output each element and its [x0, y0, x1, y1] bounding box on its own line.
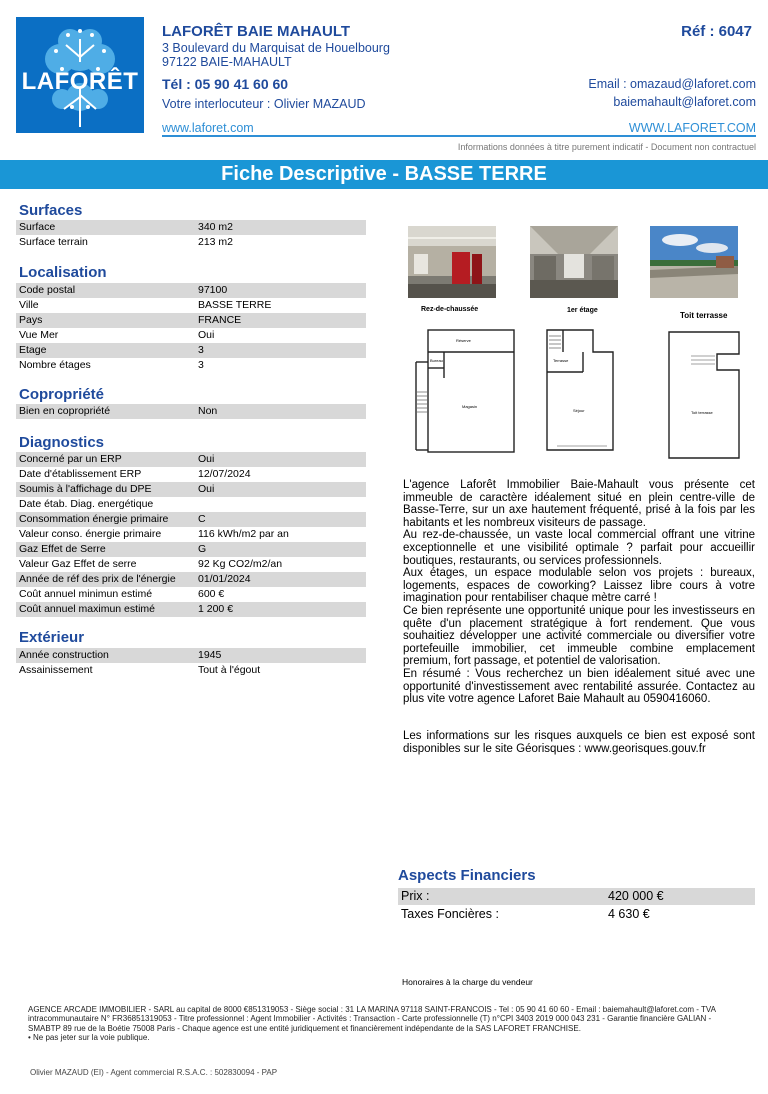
risk-info: Les informations sur les risques auxquels ce bien est exposé sont disponibles sur le site Géorisques : www.georisques.gouv.fr — [403, 730, 755, 755]
footer-legal: AGENCE ARCADE IMMOBILIER - SARL au capital de 8000 €851319053 - Siège social : 31 LA MARINA 97118 SAINT-FRANCOIS - Tel : 05 90 41 60 60 - Email : baiemahault@laforet.com - TVA intracommunautaire N° FR36851319053 - Titre professionnel : Agent Immobilier - Activités : Transaction - Carte professionnelle (T) n°CPI 3403 2019 000 043 231 - Garantie financière GALIAN - SMABTP 89 rue de la Boétie 75008 Paris - Chaque agence est une entité juridiquement et financièrement indépendante de la SAS LAFORET FRANCHISE. • Ne pas jeter sur la voie publique. — [28, 1005, 728, 1043]
table-row: Bien en copropriété Non — [16, 404, 366, 419]
room-label: Toit terrasse — [691, 410, 713, 415]
floor-plan-roof — [665, 326, 745, 460]
room-label: Terrasse — [553, 358, 569, 363]
table-row: Nombre étages 3 — [19, 359, 204, 371]
table-row: Coût annuel maximun estimé 1 200 € — [16, 602, 366, 617]
section-title-localisation: Localisation — [19, 264, 107, 281]
header-rule — [162, 135, 756, 137]
table-row: Vue Mer Oui — [19, 329, 215, 341]
plan-label-roof: Toit terrasse — [680, 311, 728, 320]
section-title-financial: Aspects Financiers — [398, 867, 536, 884]
email1[interactable]: Email : omazaud@laforet.com — [588, 77, 756, 91]
table-row: Valeur conso. énergie primaire 116 kWh/m2 par an — [19, 528, 289, 540]
room-label: Réserve — [456, 338, 471, 343]
photo-first-floor — [530, 226, 618, 298]
room-label: Bureau — [430, 358, 443, 363]
section-title-diagnostics: Diagnostics — [19, 434, 105, 451]
reference: Réf : 6047 — [681, 23, 752, 40]
laforet-logo — [16, 17, 144, 133]
honoraires: Honoraires à la charge du vendeur — [402, 977, 533, 987]
description-paragraph: En résumé : Vous recherchez un bien idéalement situé avec une opportunité d'investissement avec rentabilité assurée. Contactez au plus vite votre agence Laforet Baie Mahault au 0590416060. — [403, 667, 755, 706]
email2[interactable]: baiemahault@laforet.com — [613, 95, 756, 109]
address-line1: 3 Boulevard du Marquisat de Houelbourg — [162, 41, 390, 55]
table-row: Coût annuel minimun estimé 600 € — [19, 588, 225, 600]
table-row: Code postal 97100 — [16, 283, 366, 298]
table-row: Ville BASSE TERRE — [19, 299, 272, 311]
table-row: Gaz Effet de Serre G — [16, 542, 366, 557]
contact: Votre interlocuteur : Olivier MAZAUD — [162, 97, 366, 111]
phone: Tél : 05 90 41 60 60 — [162, 76, 289, 92]
description-paragraph: L'agence Laforêt Immobilier Baie-Mahault vous présente cet immeuble de caractère idéalement situé en plein centre-ville de Basse-Terre, sur un axe hautement fréquenté, prisé à la fois par les habitants et les nombreux visiteurs de passage. — [403, 479, 755, 529]
table-row: Concerné par un ERP Oui — [16, 452, 366, 467]
surfaces-table — [16, 220, 366, 250]
room-label: Magasin — [462, 404, 478, 409]
section-title-exterieur: Extérieur — [19, 629, 85, 646]
plan-label-ground: Rez-de-chaussée — [421, 306, 479, 313]
floor-plan-ground — [408, 322, 520, 456]
address-line2: 97122 BAIE-MAHAULT — [162, 55, 292, 69]
copropriete-table — [16, 404, 366, 419]
website-left[interactable]: www.laforet.com — [162, 121, 254, 135]
diagnostics-table — [16, 452, 366, 617]
room-label: Séjour — [573, 408, 585, 413]
description — [403, 479, 755, 706]
table-row: Date étab. Diag. energétique — [19, 498, 154, 510]
plan-label-first: 1er étage — [567, 307, 598, 314]
photo-ground-floor — [408, 226, 496, 298]
agency-name: LAFORÊT BAIE MAHAULT — [162, 23, 351, 40]
table-row: Etage 3 — [16, 343, 366, 358]
description-paragraph: Au rez-de-chaussée, un vaste local commercial offrant une vitrine exceptionnelle et une visibilité optimale ? parfait pour accueillir boutiques, restaurants, ou services professionnels. — [403, 529, 755, 567]
floor-plan-first — [537, 322, 627, 456]
table-row: Date d'établissement ERP 12/07/2024 — [19, 468, 251, 480]
table-row: Valeur Gaz Effet de serre 92 Kg CO2/m2/an — [19, 558, 283, 570]
section-title-surfaces: Surfaces — [19, 202, 83, 219]
financial-row-tax: Taxes Foncières : 4 630 € — [401, 907, 650, 921]
table-row: Pays FRANCE — [16, 313, 366, 328]
photo-roof-terrace — [650, 226, 738, 298]
table-row: Année de réf des prix de l'énergie 01/01/2024 — [16, 572, 366, 587]
description-paragraph: Ce bien représente une opportunité unique pour les investisseurs en quête d'un placement stratégique à fort rendement. Que vous souhaitiez développer une activité commerciale ou diversifier votre portefeuille immobilier, cet immeuble combine emplacement premium, fort passage, et potentiel de valorisation. — [403, 604, 755, 668]
table-row: Surface terrain 213 m2 — [19, 236, 234, 248]
disclaimer: Informations données à titre purement indicatif - Document non contractuel — [457, 142, 756, 152]
exterieur-table — [16, 648, 366, 678]
website-right[interactable]: WWW.LAFORET.COM — [628, 121, 756, 135]
description-paragraph: Aux étages, un espace modulable selon vos projets : bureaux, logements, espaces de coworking? Laissez libre cours à votre imagination pour rentabiliser chaque mètre carré ! — [403, 567, 755, 605]
table-row: Année construction 1945 — [16, 648, 366, 663]
financial-row-price: Prix : 420 000 € — [398, 888, 755, 905]
table-row: Soumis à l'affichage du DPE Oui — [16, 482, 366, 497]
section-title-copropriete: Copropriété — [19, 386, 105, 403]
table-row: Surface 340 m2 — [16, 220, 366, 235]
table-row: Assainissement Tout à l'égout — [19, 664, 261, 676]
logo-text: LAFORÊT — [21, 68, 139, 95]
page-title: Fiche Descriptive - BASSE TERRE — [0, 160, 768, 189]
localisation-table — [16, 283, 366, 373]
footer-agent: Olivier MAZAUD (EI) - Agent commercial R.S.A.C. : 502830094 - PAP — [30, 1068, 278, 1077]
footer-note: • Ne pas jeter sur la voie publique. — [28, 1033, 150, 1043]
table-row: Consommation énergie primaire C — [16, 512, 366, 527]
